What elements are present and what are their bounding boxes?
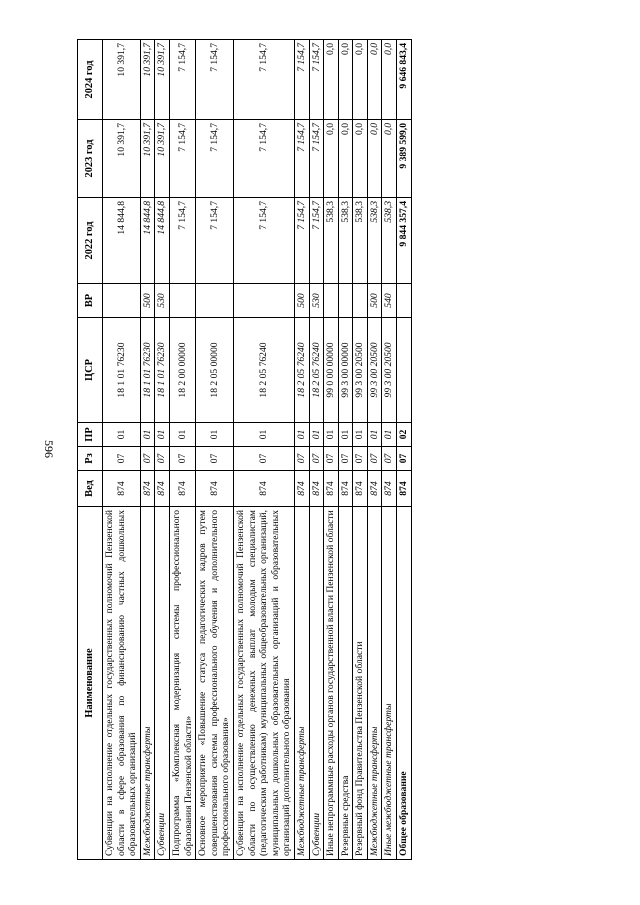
row-pr: 01	[353, 423, 368, 447]
row-2024: 0,0	[324, 40, 339, 120]
row-vr	[196, 284, 234, 318]
row-rz: 07	[294, 447, 309, 471]
row-rz: 07	[338, 447, 353, 471]
row-csr: 99 3 00 20500	[382, 318, 397, 423]
row-csr: 18 2 00 00000	[169, 318, 195, 423]
table-row	[353, 40, 368, 860]
row-ved: 874	[397, 471, 412, 507]
row-csr: 18 2 05 00000	[196, 318, 234, 423]
row-2023: 0,0	[367, 120, 382, 198]
row-2023: 0,0	[353, 120, 368, 198]
table-row	[367, 40, 382, 860]
row-2023: 10 391,7	[140, 120, 155, 198]
row-2023: 7 154,7	[169, 120, 195, 198]
row-vr: 530	[155, 284, 170, 318]
row-ved: 874	[353, 471, 368, 507]
row-vr	[103, 284, 141, 318]
table-row	[382, 40, 397, 860]
page-number: 596	[42, 440, 56, 458]
row-2023: 7 154,7	[294, 120, 309, 198]
row-2024: 7 154,7	[233, 40, 294, 120]
row-ved: 874	[169, 471, 195, 507]
row-rz: 07	[324, 447, 339, 471]
row-2023: 0,0	[324, 120, 339, 198]
row-vr	[324, 284, 339, 318]
row-ved: 874	[309, 471, 324, 507]
row-vr: 500	[294, 284, 309, 318]
row-name: Иные непрограммные расходы органов государственной власти Пензенской области	[324, 507, 339, 860]
row-rz: 07	[309, 447, 324, 471]
row-pr: 01	[103, 423, 141, 447]
table-row	[140, 40, 155, 860]
row-csr: 18 1 01 76230	[103, 318, 141, 423]
row-vr	[353, 284, 368, 318]
row-csr: 99 3 00 00000	[338, 318, 353, 423]
row-rz: 07	[169, 447, 195, 471]
row-2022: 7 154,7	[294, 198, 309, 284]
row-vr: 500	[140, 284, 155, 318]
row-pr: 01	[155, 423, 170, 447]
table-row	[309, 40, 324, 860]
row-2024: 0,0	[382, 40, 397, 120]
row-pr: 01	[294, 423, 309, 447]
row-2022: 14 844,8	[103, 198, 141, 284]
row-2023: 10 391,7	[103, 120, 141, 198]
row-csr: 99 3 00 20500	[353, 318, 368, 423]
header-csr: ЦСР	[78, 318, 103, 423]
row-rz: 07	[397, 447, 412, 471]
row-name: Резервный фонд Правительства Пензенской области	[353, 507, 368, 860]
row-2023: 7 154,7	[233, 120, 294, 198]
row-rz: 07	[233, 447, 294, 471]
row-2023: 7 154,7	[196, 120, 234, 198]
row-name: Межбюджетные трансферты	[140, 507, 155, 860]
row-name: Межбюджетные трансферты	[294, 507, 309, 860]
row-2024: 10 391,7	[103, 40, 141, 120]
row-csr: 18 2 05 76240	[309, 318, 324, 423]
row-pr: 01	[140, 423, 155, 447]
row-name: Общее образование	[397, 507, 412, 860]
row-2023: 9 389 599,0	[397, 120, 412, 198]
row-name: Резервные средства	[338, 507, 353, 860]
row-2024: 0,0	[353, 40, 368, 120]
row-csr: 18 2 05 76240	[294, 318, 309, 423]
row-2022: 9 844 357,4	[397, 198, 412, 284]
row-rz: 07	[196, 447, 234, 471]
row-pr: 01	[382, 423, 397, 447]
row-2022: 538,3	[382, 198, 397, 284]
row-vr	[397, 284, 412, 318]
budget-table-container	[77, 40, 540, 860]
row-2022: 7 154,7	[169, 198, 195, 284]
row-vr	[169, 284, 195, 318]
header-2022: 2022 год	[78, 198, 103, 284]
row-2023: 0,0	[382, 120, 397, 198]
row-csr: 18 1 01 76230	[155, 318, 170, 423]
row-vr	[338, 284, 353, 318]
header-name: Наименование	[78, 507, 103, 860]
row-2022: 538,3	[367, 198, 382, 284]
row-2022: 538,3	[338, 198, 353, 284]
row-2024: 0,0	[367, 40, 382, 120]
row-name: Субвенции	[309, 507, 324, 860]
header-2023: 2023 год	[78, 120, 103, 198]
table-row	[233, 40, 294, 860]
row-2023: 10 391,7	[155, 120, 170, 198]
row-name: Субвенции	[155, 507, 170, 860]
row-ved: 874	[338, 471, 353, 507]
row-vr: 530	[309, 284, 324, 318]
row-csr: 99 3 00 20500	[367, 318, 382, 423]
table-row	[324, 40, 339, 860]
row-2022: 7 154,7	[196, 198, 234, 284]
row-pr: 01	[367, 423, 382, 447]
row-pr: 01	[196, 423, 234, 447]
row-2024: 0,0	[338, 40, 353, 120]
row-ved: 874	[103, 471, 141, 507]
row-rz: 07	[367, 447, 382, 471]
row-csr: 18 1 01 76230	[140, 318, 155, 423]
row-2024: 10 391,7	[140, 40, 155, 120]
row-pr: 01	[324, 423, 339, 447]
row-pr: 01	[169, 423, 195, 447]
row-name: Иные межбюджетные трансферты	[382, 507, 397, 860]
row-2022: 14 844,8	[140, 198, 155, 284]
row-vr: 500	[367, 284, 382, 318]
row-2022: 538,3	[353, 198, 368, 284]
row-2023: 0,0	[338, 120, 353, 198]
row-2024: 7 154,7	[169, 40, 195, 120]
table-row	[155, 40, 170, 860]
row-ved: 874	[233, 471, 294, 507]
row-rz: 07	[382, 447, 397, 471]
table-row	[294, 40, 309, 860]
row-rz: 07	[103, 447, 141, 471]
row-csr	[397, 318, 412, 423]
table-header-row	[78, 40, 103, 860]
header-rz: Рз	[78, 447, 103, 471]
row-ved: 874	[382, 471, 397, 507]
row-2024: 9 646 843,4	[397, 40, 412, 120]
row-pr: 02	[397, 423, 412, 447]
row-rz: 07	[140, 447, 155, 471]
row-2022: 538,3	[324, 198, 339, 284]
row-name: Межбюджетные трансферты	[367, 507, 382, 860]
row-name: Субвенции на исполнение отдельных государственных полномочий Пензенской области по осуществлению денежных выплат молодым специалистам (педагогическим работникам) муниципальных общеобразовательных организаций, муниципальных дошкольных образовательных организаций и образовательных организаций дополнительного образования	[233, 507, 294, 860]
row-ved: 874	[324, 471, 339, 507]
header-vr: ВР	[78, 284, 103, 318]
table-row	[103, 40, 141, 860]
row-rz: 07	[353, 447, 368, 471]
row-2024: 7 154,7	[309, 40, 324, 120]
header-pr: ПР	[78, 423, 103, 447]
row-ved: 874	[196, 471, 234, 507]
row-2024: 10 391,7	[155, 40, 170, 120]
table-row	[196, 40, 234, 860]
table-row	[338, 40, 353, 860]
row-2024: 7 154,7	[294, 40, 309, 120]
row-name: Подпрограмма «Комплексная модернизация системы профессионального образования Пензенской области»	[169, 507, 195, 860]
row-csr: 18 2 05 76240	[233, 318, 294, 423]
row-2022: 14 844,8	[155, 198, 170, 284]
row-pr: 01	[338, 423, 353, 447]
row-name: Основное мероприятие «Повышение статуса педагогических кадров путем совершенствования системы профессионального обучения и дополнительного профессионального образования»	[196, 507, 234, 860]
header-2024: 2024 год	[78, 40, 103, 120]
row-ved: 874	[155, 471, 170, 507]
row-2023: 7 154,7	[309, 120, 324, 198]
row-csr: 99 0 00 00000	[324, 318, 339, 423]
row-rz: 07	[155, 447, 170, 471]
table-row-total	[397, 40, 412, 860]
row-2022: 7 154,7	[233, 198, 294, 284]
row-ved: 874	[140, 471, 155, 507]
row-2024: 7 154,7	[196, 40, 234, 120]
row-ved: 874	[367, 471, 382, 507]
budget-table	[77, 39, 412, 860]
row-2022: 7 154,7	[309, 198, 324, 284]
row-vr: 540	[382, 284, 397, 318]
header-ved: Вед	[78, 471, 103, 507]
row-ved: 874	[294, 471, 309, 507]
row-pr: 01	[309, 423, 324, 447]
row-vr	[233, 284, 294, 318]
row-name: Субвенции на исполнение отдельных государственных полномочий Пензенской области в сфере образования по финансированию частных дошкольных образовательных организаций	[103, 507, 141, 860]
row-pr: 01	[233, 423, 294, 447]
table-row	[169, 40, 195, 860]
